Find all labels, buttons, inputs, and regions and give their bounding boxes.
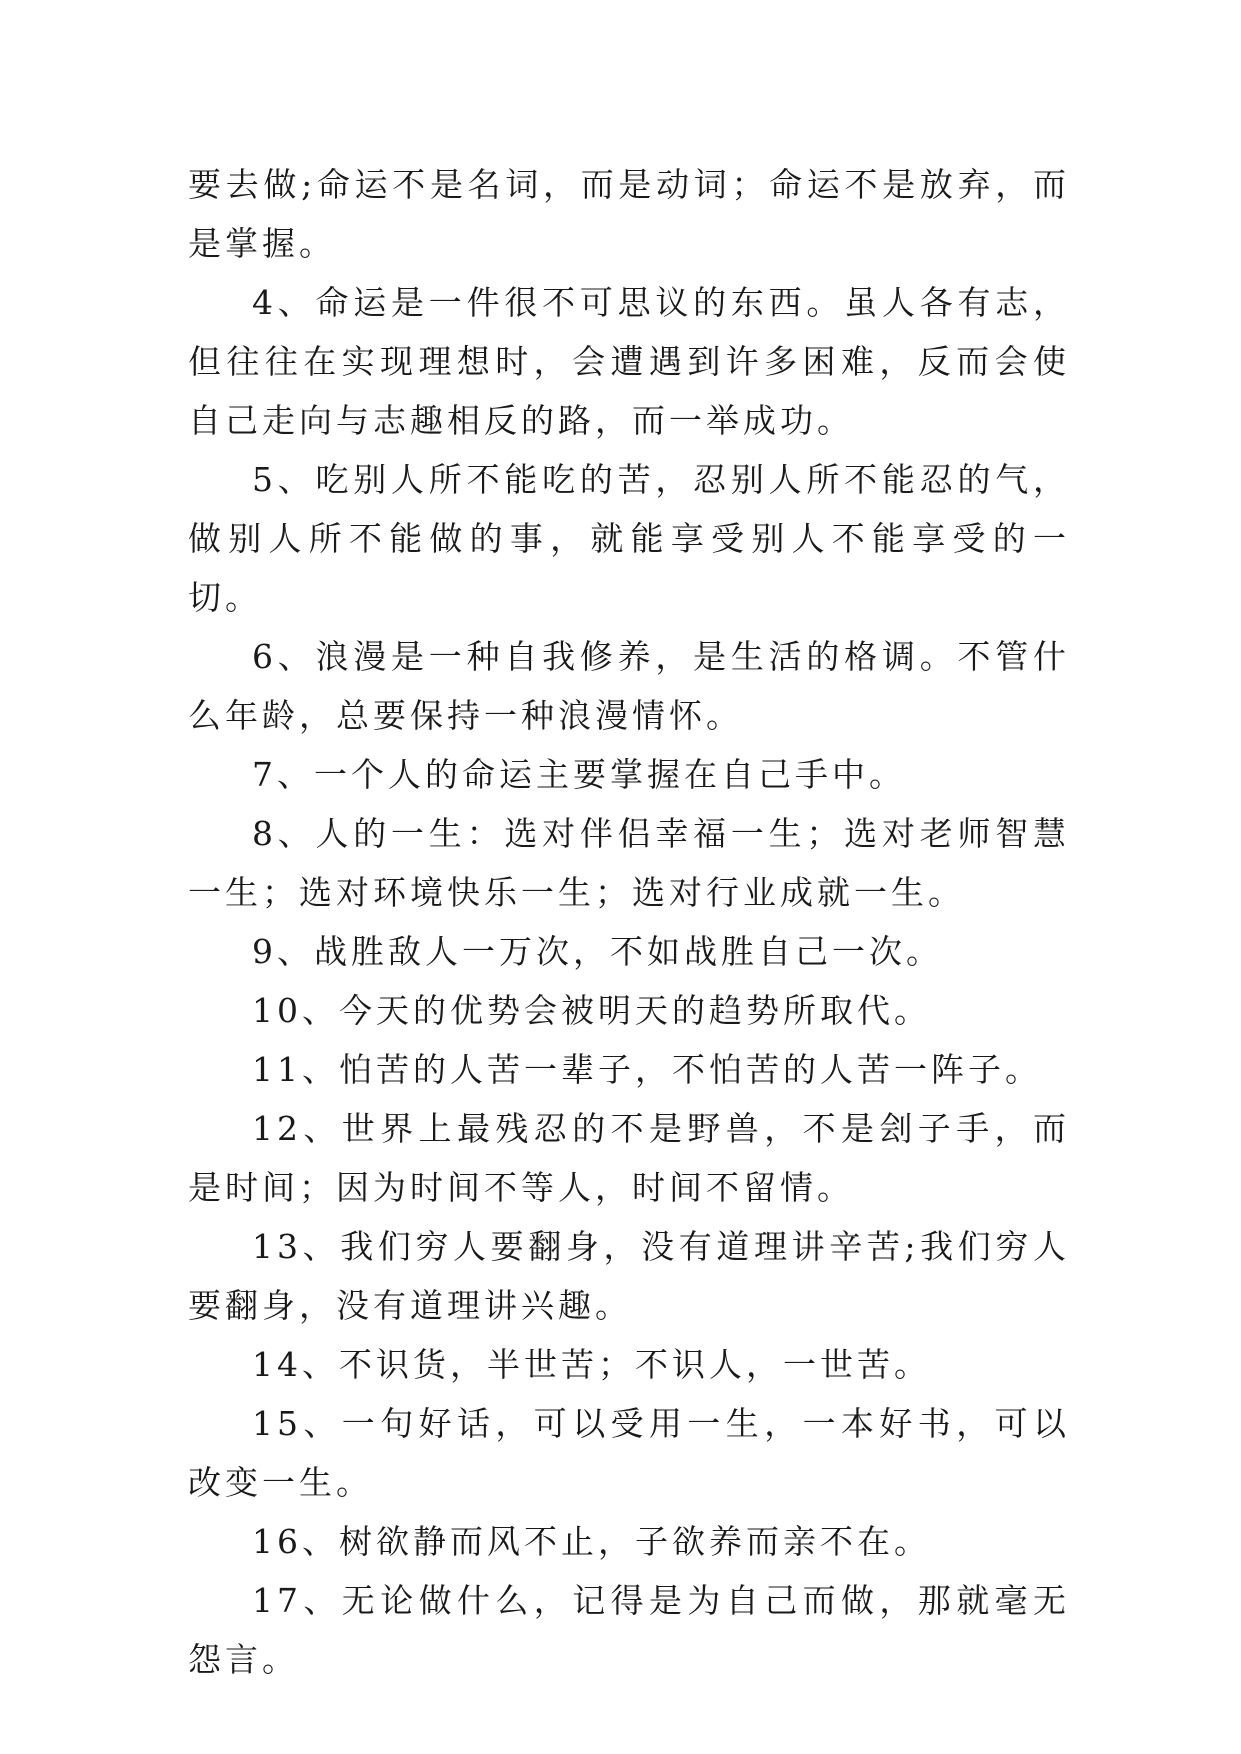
paragraph-item-14: 14、不识货，半世苦；不识人，一世苦。 bbox=[252, 1345, 931, 1384]
paragraph-item-8: 8、人的一生：选对伴侣幸福一生；选对老师智慧一生；选对环境快乐一生；选对行业成就一生。 bbox=[188, 814, 1070, 912]
paragraph-item-5: 5、吃别人所不能吃的苦，忍别人所不能忍的气，做别人所不能做的事，就能享受别人不能享受的一切。 bbox=[188, 460, 1070, 617]
paragraph-item-7: 7、一个人的命运主要掌握在自己手中。 bbox=[252, 755, 906, 794]
paragraph-item-15: 15、一句好话，可以受用一生，一本好书，可以改变一生。 bbox=[188, 1404, 1070, 1502]
paragraph-item-12: 12、世界上最残忍的不是野兽，不是刽子手，而是时间；因为时间不等人，时间不留情。 bbox=[188, 1109, 1070, 1207]
paragraph-item-17: 17、无论做什么，记得是为自己而做，那就毫无怨言。 bbox=[188, 1581, 1070, 1679]
paragraph-item-4: 4、命运是一件很不可思议的东西。虽人各有志，但往往在实现理想时，会遭遇到许多困难，反而会使自己走向与志趣相反的路，而一举成功。 bbox=[188, 283, 1070, 440]
paragraph-continuation: 要去做;命运不是名词，而是动词；命运不是放弃，而是掌握。 bbox=[188, 165, 1070, 263]
paragraph-item-16: 16、树欲静而风不止，子欲养而亲不在。 bbox=[252, 1522, 931, 1561]
document-body bbox=[188, 155, 1070, 1689]
paragraph-item-9: 9、战胜敌人一万次，不如战胜自己一次。 bbox=[252, 932, 943, 971]
paragraph-item-11: 11、怕苦的人苦一辈子，不怕苦的人苦一阵子。 bbox=[252, 1050, 1042, 1089]
paragraph-item-13: 13、我们穷人要翻身，没有道理讲辛苦;我们穷人要翻身，没有道理讲兴趣。 bbox=[188, 1227, 1070, 1325]
paragraph-item-6: 6、浪漫是一种自我修养，是生活的格调。不管什么年龄，总要保持一种浪漫情怀。 bbox=[188, 637, 1070, 735]
paragraph-item-10: 10、今天的优势会被明天的趋势所取代。 bbox=[252, 991, 931, 1030]
